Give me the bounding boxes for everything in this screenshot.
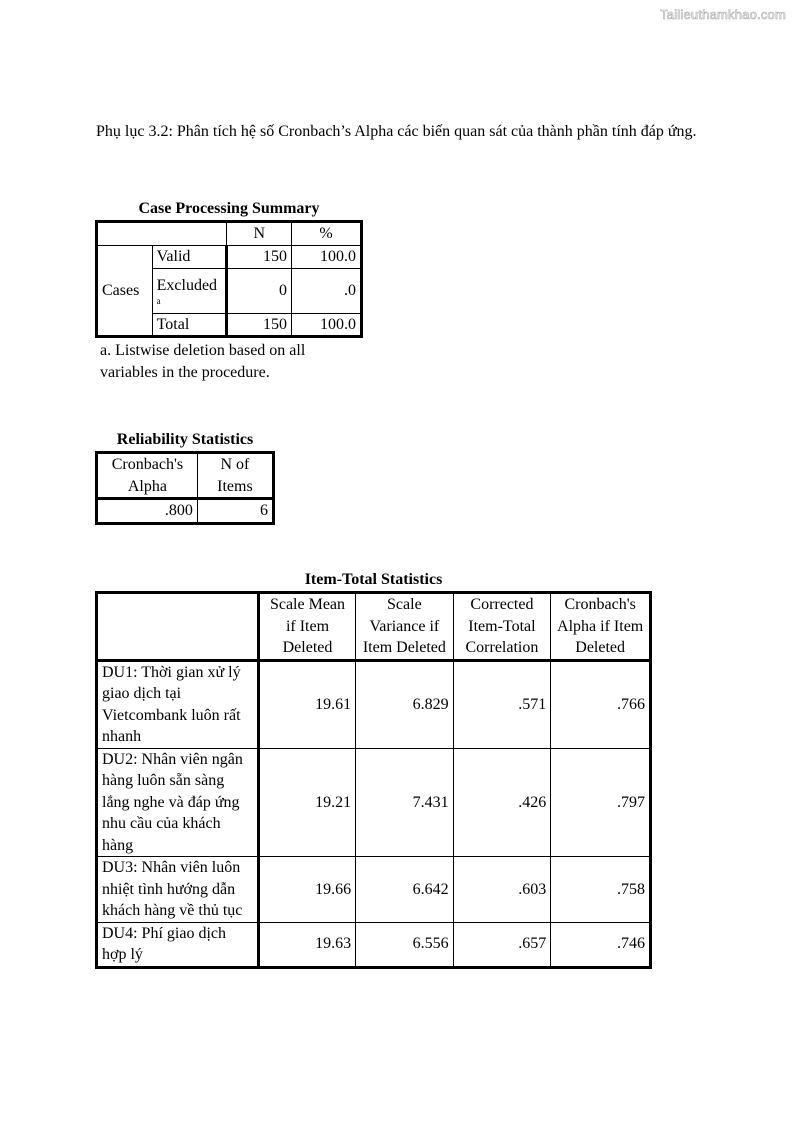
case-row-n: 150: [227, 313, 292, 337]
item-mean: 19.21: [258, 748, 355, 857]
item-label: DU4: Phí giao dịch hợp lý: [97, 922, 259, 967]
case-row-pct: 100.0: [292, 246, 362, 269]
item-header-alpha: Cronbach's Alpha if Item Deleted: [551, 593, 651, 661]
case-row-pct: .0: [292, 268, 362, 313]
item-mean: 19.66: [258, 857, 355, 923]
watermark: Tailieuthamkhao.com: [660, 7, 786, 22]
reliability-table: [95, 451, 275, 525]
item-mean: 19.61: [258, 660, 355, 748]
case-row-label: Excluded a: [152, 268, 227, 313]
item-total-table: [95, 591, 652, 969]
item-header-mean: Scale Mean if Item Deleted: [258, 593, 355, 661]
case-footnote: a. Listwise deletion based on all variables in the procedure.: [100, 342, 306, 381]
item-header-variance: Scale Variance if Item Deleted: [356, 593, 453, 661]
table-row: [97, 922, 651, 967]
case-row-pct: 100.0: [292, 313, 362, 337]
item-label: DU1: Thời gian xử lý giao dịch tại Vietcombank luôn rất nhanh: [97, 660, 259, 748]
case-header-pct: %: [292, 222, 362, 246]
item-label: DU3: Nhân viên luôn nhiệt tình hướng dẫn khách hàng về thủ tục: [97, 857, 259, 923]
table-row: [97, 748, 651, 857]
item-alpha: .766: [551, 660, 651, 748]
case-header-n: N: [227, 222, 292, 246]
reliability-alpha-value: .800: [97, 499, 198, 524]
reliability-items-value: 6: [197, 499, 273, 524]
item-header-correlation: Corrected Item-Total Correlation: [453, 593, 551, 661]
case-row-n: 150: [227, 246, 292, 269]
reliability-title: Reliability Statistics: [116, 431, 254, 448]
item-variance: 7.431: [356, 748, 453, 857]
appendix-heading: Phụ lục 3.2: Phân tích hệ số Cronbach’s Alpha các biến quan sát của thành phần tính đáp ứng.: [96, 123, 697, 140]
case-group-label: Cases: [97, 246, 153, 337]
item-alpha: .746: [551, 922, 651, 967]
case-processing-table: [95, 220, 363, 338]
item-label: DU2: Nhân viên ngân hàng luôn sẵn sàng lắng nghe và đáp ứng nhu cầu của khách hàng: [97, 748, 259, 857]
reliability-header-alpha: Cronbach's Alpha: [97, 453, 198, 499]
case-row-n: 0: [227, 268, 292, 313]
item-alpha: .797: [551, 748, 651, 857]
case-header-blank: [97, 222, 227, 246]
item-variance: 6.642: [356, 857, 453, 923]
item-alpha: .758: [551, 857, 651, 923]
item-correlation: .657: [453, 922, 551, 967]
case-summary-title: Case Processing Summary: [138, 200, 320, 217]
item-correlation: .571: [453, 660, 551, 748]
table-row: [97, 660, 651, 748]
case-row-label: Valid: [152, 246, 227, 269]
item-mean: 19.63: [258, 922, 355, 967]
table-row: [97, 857, 651, 923]
item-variance: 6.829: [356, 660, 453, 748]
footnote-marker: a: [156, 296, 161, 307]
item-total-title: Item-Total Statistics: [304, 571, 443, 588]
item-correlation: .426: [453, 748, 551, 857]
case-row-label: Total: [152, 313, 227, 337]
item-variance: 6.556: [356, 922, 453, 967]
item-correlation: .603: [453, 857, 551, 923]
item-header-blank: [97, 593, 259, 661]
reliability-header-items: N of Items: [197, 453, 273, 499]
